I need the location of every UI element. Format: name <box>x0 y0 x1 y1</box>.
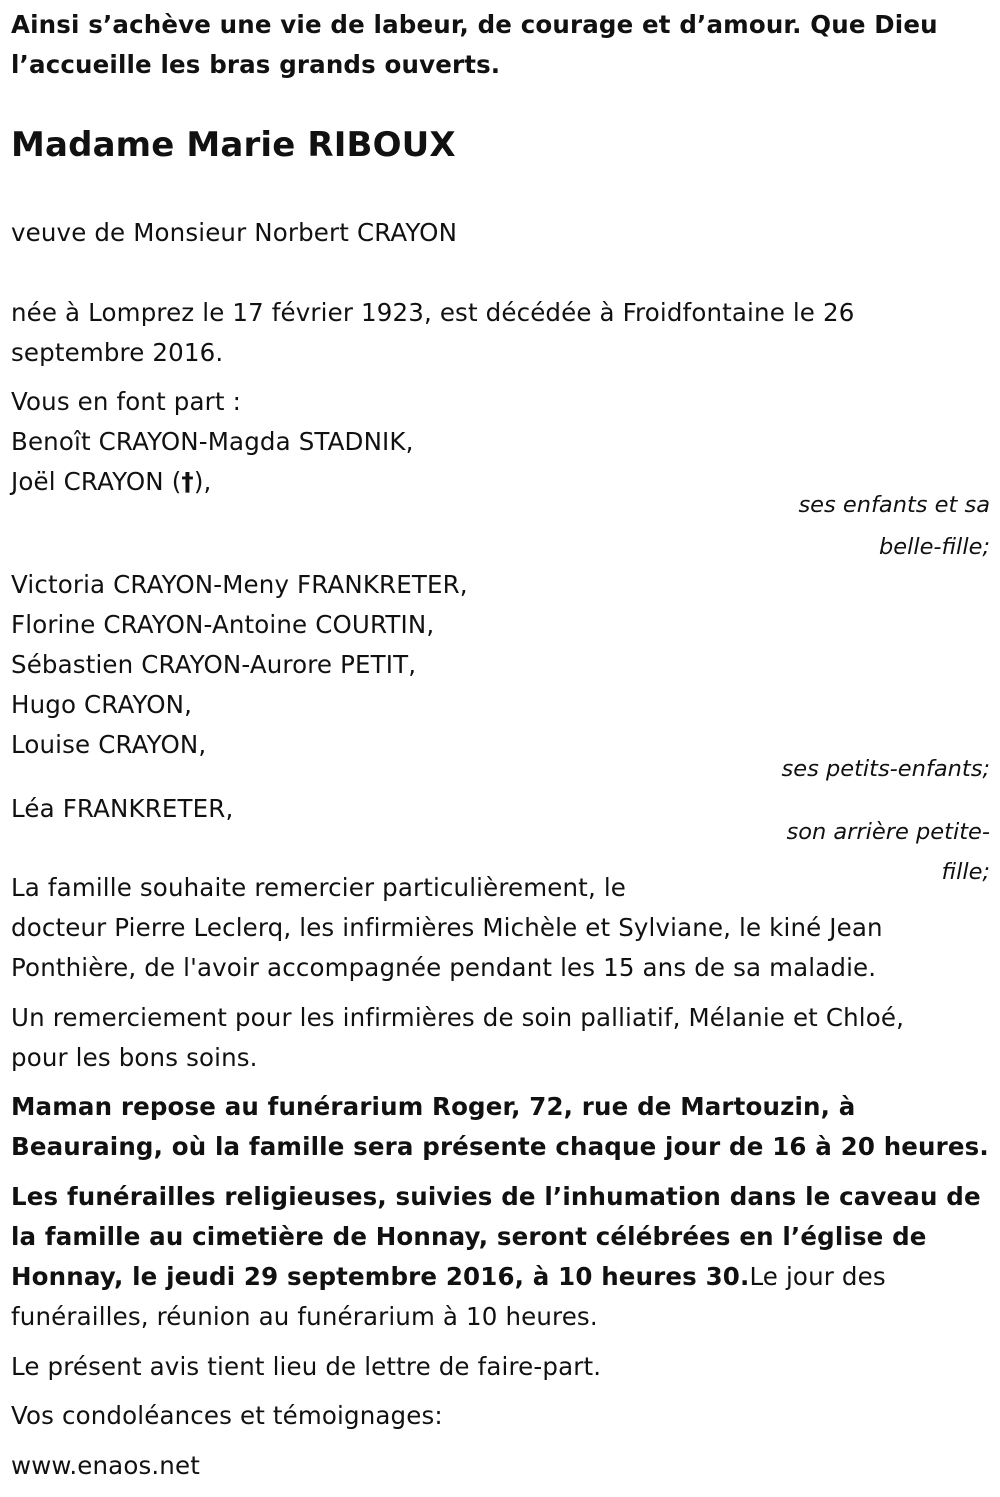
child-name-2-suffix: ), <box>193 467 212 496</box>
thanks-nurses-line-2: pour les bons soins. <box>11 1043 258 1072</box>
grandchild-name-3: Sébastien CRAYON-Aurore PETIT, <box>11 650 417 679</box>
thanks-nurses-line-1: Un remerciement pour les infirmières de soin palliatif, Mélanie et Chloé, <box>11 1003 905 1032</box>
intro-line-2: l’accueille les bras grands ouverts. <box>11 50 501 79</box>
child-name-2 <box>11 462 211 502</box>
condolences-text: Vos condoléances et témoignages: <box>11 1401 443 1430</box>
funeral-info-line-2: la famille au cimetière de Honnay, seront célébrées en l’église de <box>11 1222 927 1251</box>
funeral-info-line-1: Les funérailles religieuses, suivies de l’inhumation dans le caveau de <box>11 1182 981 1211</box>
birth-death-line-2: septembre 2016. <box>11 338 224 367</box>
funeral-day-text: Le jour des <box>749 1262 886 1291</box>
grandchild-name-4: Hugo CRAYON, <box>11 690 193 719</box>
rest-info-line-1: Maman repose au funérarium Roger, 72, rue de Martouzin, à <box>11 1092 856 1121</box>
thanks-family-line-3: Ponthière, de l'avoir accompagnée pendant les 15 ans de sa maladie. <box>11 953 877 982</box>
thanks-family-line-1: La famille souhaite remercier particulièrement, le <box>11 873 626 902</box>
notice-text: Le présent avis tient lieu de lettre de faire-part. <box>11 1352 602 1381</box>
birth-death-line-1: née à Lomprez le 17 février 1923, est décédée à Froidfontaine le 26 <box>11 298 855 327</box>
funeral-info-line-4: funérailles, réunion au funérarium à 10 heures. <box>11 1302 598 1331</box>
grandchildren-relation: ses petits-enfants; <box>781 756 990 782</box>
grandchild-name-2: Florine CRAYON-Antoine COURTIN, <box>11 610 435 639</box>
thanks-family-line-2: docteur Pierre Leclerq, les infirmières Michèle et Sylviane, le kiné Jean <box>11 913 883 942</box>
funeral-date-time: Honnay, le jeudi 29 septembre 2016, à 10 heures 30. <box>11 1262 750 1291</box>
great-grandchild-name: Léa FRANKRETER, <box>11 794 234 823</box>
grandchild-name-1: Victoria CRAYON-Meny FRANKRETER, <box>11 570 468 599</box>
website-link[interactable]: www.enaos.net <box>11 1451 200 1480</box>
children-relation-line-2: belle-fille; <box>878 534 990 560</box>
deceased-cross-icon: † <box>181 467 194 496</box>
deceased-name: Madame Marie RIBOUX <box>11 125 456 165</box>
great-grandchild-relation-line-2: fille; <box>941 859 990 885</box>
child-name-2-text: Joël CRAYON ( <box>11 467 182 496</box>
intro-line-1: Ainsi s’achève une vie de labeur, de courage et d’amour. Que Dieu <box>11 10 938 39</box>
rest-info-line-2: Beauraing, où la famille sera présente chaque jour de 16 à 20 heures. <box>11 1132 989 1161</box>
grandchild-name-5: Louise CRAYON, <box>11 730 207 759</box>
funeral-info-line-3 <box>11 1257 886 1297</box>
announce-text: Vous en font part : <box>11 387 241 416</box>
great-grandchild-relation-line-1: son arrière petite- <box>786 819 990 845</box>
widow-of: veuve de Monsieur Norbert CRAYON <box>11 218 458 247</box>
child-name-1: Benoît CRAYON-Magda STADNIK, <box>11 427 414 456</box>
children-relation-line-1: ses enfants et sa <box>798 492 990 518</box>
